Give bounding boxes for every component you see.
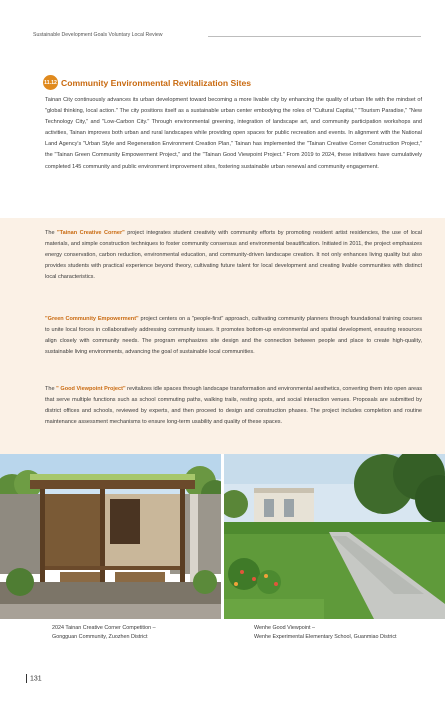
running-header	[33, 28, 445, 42]
section-number-badge: 11.12	[43, 75, 58, 90]
paragraph-body: project centers on a "people-first" approach, cultivating community planners through foundational training courses to unite local forces in collaboratively addressing community issues. It promotes bottom-up environmental and spatial development, ensuring resources align closely with community needs. The program emphasizes site design and the connection between people and place to create high-quality, sustainable living environments, advancing the goal of sustainable local communities.	[45, 316, 423, 356]
section-heading	[43, 75, 251, 90]
page-number-text: 131	[30, 675, 42, 683]
photo-good-viewpoint	[224, 454, 445, 619]
caption-right	[254, 624, 397, 642]
running-title: Sustainable Development Goals Voluntary Local Review	[33, 32, 163, 38]
project-paragraph-green-community	[45, 314, 422, 358]
caption-right-line2: Wenhe Experimental Elementary School, Guanmiao District	[254, 634, 397, 640]
paragraph-lead: The	[45, 386, 57, 392]
page-number	[26, 674, 42, 683]
project-name-highlight: " Good Viewpoint Project"	[56, 386, 126, 392]
project-name-highlight: "Green Community Empowerment"	[45, 316, 139, 322]
caption-left-line1: 2024 Tainan Creative Corner Competition –	[52, 625, 156, 631]
project-name-highlight: "Tainan Creative Corner"	[57, 230, 125, 236]
caption-right-line1: Wenhe Good Viewpoint –	[254, 625, 315, 631]
paragraph-body: revitalizes idle spaces through landscape transformation and environmental aesthetics, converting them into open areas that serve multiple functions such as school commuting paths, walking trails, resting spots, and social interaction venues. Proposals are submitted by district offices and schools, reviewed by experts, and then proceed to design and construction phases. The project includes completion and routine maintenance assessment mechanisms to ensure long-term usability and quality of these spaces.	[45, 386, 422, 426]
header-rule	[208, 36, 421, 37]
project-paragraph-good-viewpoint	[45, 384, 422, 428]
page-number-bar	[26, 674, 27, 683]
photo-creative-corner	[0, 454, 221, 619]
caption-left-line2: Gongguan Community, Zuozhen District	[52, 634, 148, 640]
intro-paragraph: Tainan City continuously advances its urban development toward becoming a more livable city by enhancing the quality of urban life with the mindset of "global thinking, local action." The city positions itself as a sustainable urban center embodying the roles of "Cultural Capital," "Tourism Paradise," "New Technology City," and "Low-Carbon City." Through environmental greening, integration of landscape art, and community participation workshops and activities, Tainan improves both urban and rural landscapes while providing open spaces for public recreation and events. In alignment with the National Land Agency's "Urban Style and Regeneration Environment Creation Plan," Tainan has implemented the "Tainan Creative Corner Construction Project," the "Tainan Green Community Empowerment Project," and the "Tainan Good Viewpoint Project." From 2019 to 2024, these initiatives have cumulatively completed 145 community and public environment improvement sites, fostering sustainable urban renewal and community engagement.	[45, 97, 422, 170]
project-paragraph-creative-corner	[45, 228, 422, 283]
caption-left	[52, 624, 156, 642]
section-title: Community Environmental Revitalization Sites	[61, 77, 252, 88]
paragraph-body: project integrates student creativity with community efforts by promoting resident artist residencies, the use of local materials, and simple construction techniques to foster community consensus and environmental beautification. Initiated in 2011, the project emphasizes energy conservation, carbon reduction, environmental education, and community-driven landscape creation. It not only enhances living quality but also provides students with practical experience beyond theory, cultivating future talent for local development and creating livable communities with distinct local characteristics.	[45, 230, 422, 281]
paragraph-lead: The	[45, 230, 58, 236]
